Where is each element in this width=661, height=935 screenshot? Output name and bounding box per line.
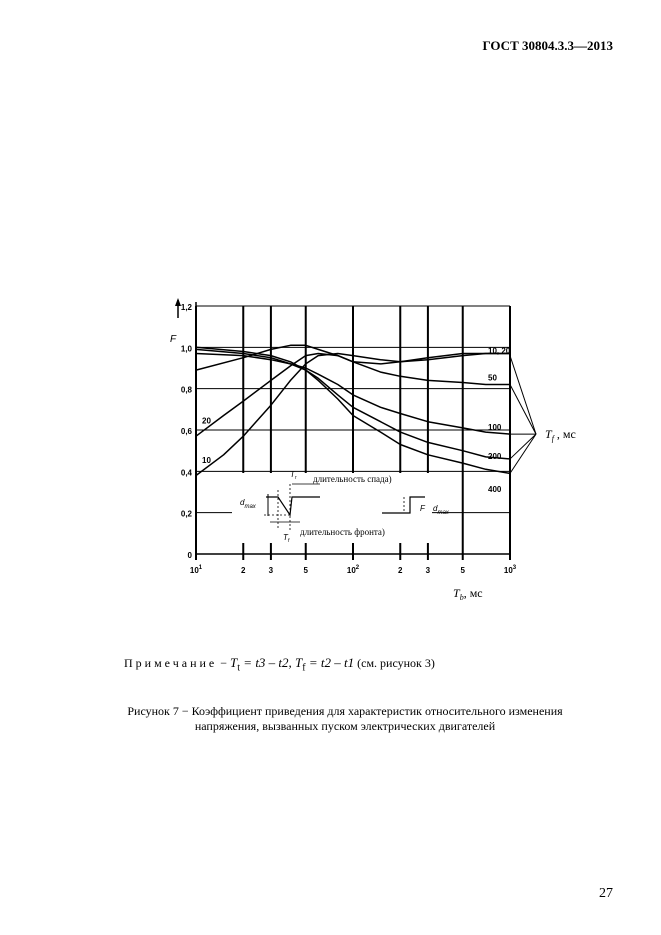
curve-label: 400 <box>488 484 502 494</box>
x-tick-label-base: 10 <box>503 566 513 575</box>
x-tick-label-base: 10 <box>346 566 356 575</box>
x-tick-label <box>398 566 403 575</box>
figure-caption <box>60 704 630 734</box>
curve-label: 10, 20 <box>488 346 511 356</box>
inset-f-label: F <box>420 504 425 513</box>
note-formula1-lhs-sub: t <box>237 662 241 674</box>
x-tick-label <box>504 565 517 575</box>
figure-note <box>124 655 435 673</box>
y-tick-label: 1,0 <box>180 344 192 354</box>
curve-label: 200 <box>488 451 502 461</box>
curve-label: 10 <box>202 455 211 465</box>
inset-tf-sub: f <box>287 538 290 544</box>
caption-line-2: напряжения, вызванных пуском электрических двигателей <box>194 719 496 733</box>
x-tick-label <box>461 566 466 575</box>
y-tick-label: 1,2 <box>180 303 192 312</box>
x-tick-label <box>241 566 246 575</box>
inset-tr-sub: r <box>294 475 297 481</box>
y-tick-label: 0,6 <box>180 427 192 436</box>
x-tick-label-base: 10 <box>189 566 199 575</box>
x-tick-label-exp: 3 <box>512 565 517 571</box>
chart-axes <box>170 298 517 602</box>
x-axis-label-main: T <box>453 586 460 600</box>
note-formula2-rhs: = t2 – t1 <box>305 655 355 670</box>
tf-label-unit: , мс <box>553 427 576 442</box>
y-tick-label: 0,4 <box>180 468 192 478</box>
waveform-inset <box>232 470 450 544</box>
x-tick-label <box>426 566 431 575</box>
tf-bracket-line <box>510 434 536 473</box>
note-formula1-rhs: = t3 – t2, <box>240 655 296 670</box>
inset-dmax-sub: max <box>244 504 256 510</box>
x-tick-label-base: 3 <box>268 566 274 575</box>
x-tick-label-base: 2 <box>241 566 246 575</box>
x-axis-label-unit: , мс <box>463 586 483 600</box>
note-prefix: Примечание <box>124 656 218 670</box>
document-header: ГОСТ 30804.3.3—2013 <box>482 38 613 53</box>
tf-bracket-line <box>510 385 536 435</box>
y-tick-label: 0,2 <box>180 509 192 519</box>
note-ref: (см. рисунок 3) <box>354 656 435 670</box>
curve-label: 50 <box>488 373 497 383</box>
tf-bracket-line <box>510 356 536 435</box>
inset-dmax2-label <box>433 504 450 516</box>
x-tick-label <box>269 566 274 575</box>
inset-rise-label: длительность фронта) <box>300 527 385 537</box>
x-tick-label-base: 3 <box>425 566 431 575</box>
inset-decay-label: длительность спада) <box>313 474 392 484</box>
x-tick-label-exp: 1 <box>198 565 203 571</box>
tf-bracket-line <box>510 434 536 459</box>
tf-label-main: T <box>545 427 552 442</box>
inset-dmax2-main: d <box>433 504 438 513</box>
x-tick-label <box>347 565 360 575</box>
curve-label: 100 <box>488 422 502 432</box>
y-axis-label: F <box>170 334 177 345</box>
inset-dmax-main: d <box>240 498 245 507</box>
x-tick-label-base: 2 <box>398 566 403 575</box>
tf-label <box>545 427 576 443</box>
note-formula2-lhs: T <box>295 655 303 670</box>
note-dash: − <box>217 656 231 670</box>
caption-line-1: Рисунок 7 − Коэффициент приведения для характеристик относительного изменения <box>127 704 563 718</box>
x-tick-label-base: 5 <box>303 566 308 575</box>
y-tick-label: 0,8 <box>180 385 192 395</box>
note-formula1-lhs: T <box>230 655 238 670</box>
tf-label-sub: f <box>551 434 554 444</box>
curve-label: 20 <box>202 416 211 426</box>
x-tick-label <box>190 565 203 575</box>
inset-tf-main: T <box>283 533 288 542</box>
page-number: 27 <box>599 886 613 901</box>
inset-dmax2-sub: max <box>437 510 449 516</box>
note-formula2-lhs-sub: f <box>302 662 306 674</box>
x-tick-label-base: 5 <box>460 566 465 575</box>
x-axis-label <box>453 586 483 602</box>
x-tick-label <box>304 566 309 575</box>
inset-tr-main: T <box>290 470 295 479</box>
y-tick-label: 0 <box>187 551 192 560</box>
x-axis-label-sub: b <box>459 593 464 602</box>
x-tick-label-exp: 2 <box>355 565 360 571</box>
